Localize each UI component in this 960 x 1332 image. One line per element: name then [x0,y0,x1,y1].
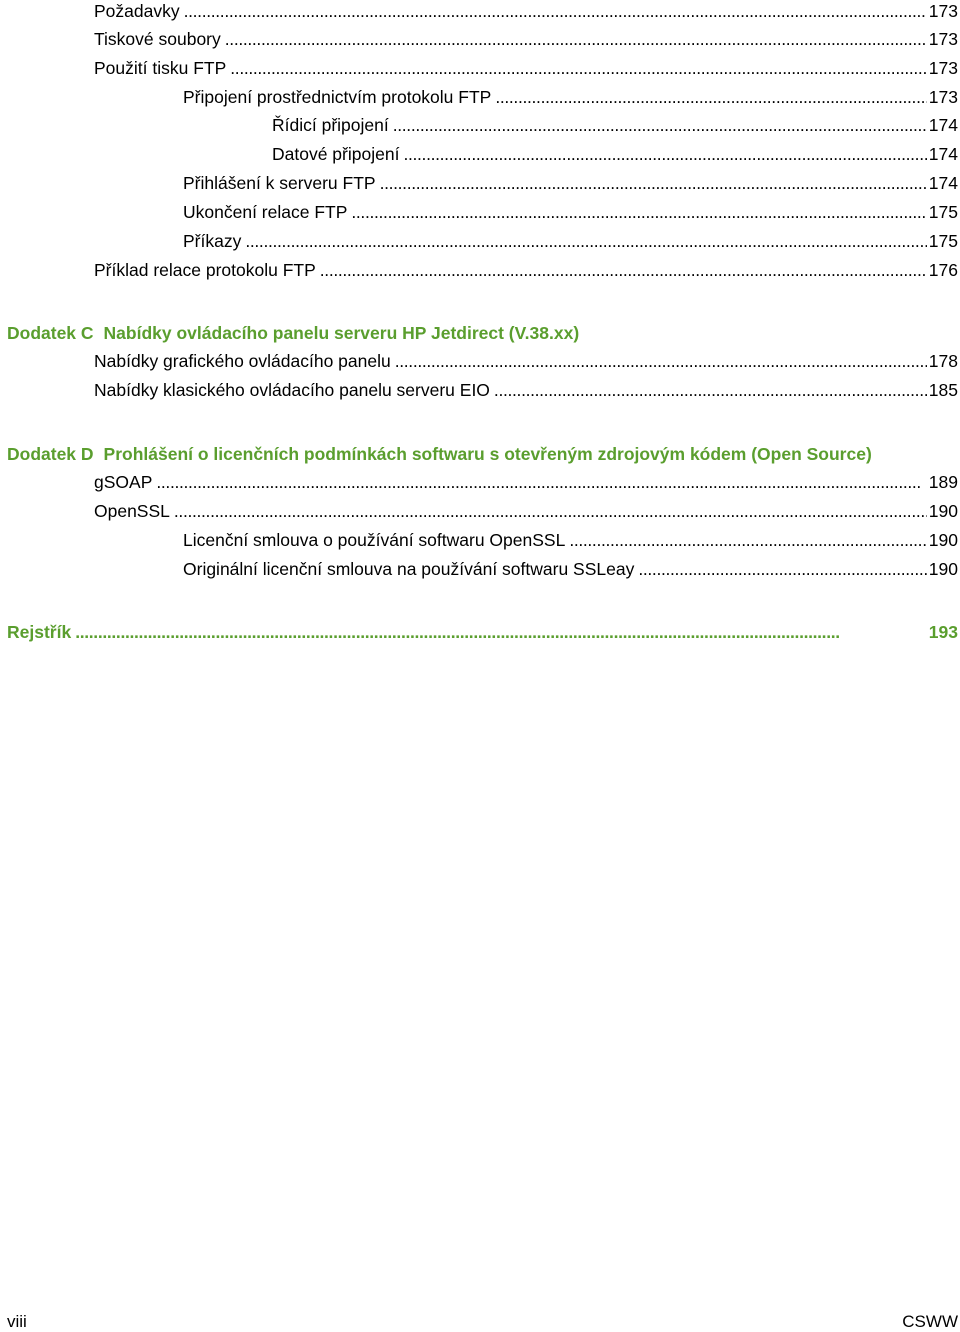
toc-entry-title: Příklad relace protokolu FTP [94,260,316,280]
toc-entry-ridici-pripojeni[interactable] [272,114,958,136]
toc-entry-rejstrik[interactable] [7,621,958,643]
dot-leader [184,0,927,22]
dot-leader [230,57,927,79]
toc-entry-title: Licenční smlouva o používání softwaru OpenSSL [183,530,566,550]
appendix-title: Nabídky ovládacího panelu serveru HP Jetdirect (V.38.xx) [103,323,580,343]
toc-entry-title: Tiskové soubory [94,29,221,49]
toc-entry-graficke-menu[interactable] [94,350,958,372]
toc-entry-title: OpenSSL [94,501,170,521]
toc-entry-pripojeni-ftp[interactable] [183,86,958,108]
toc-entry-page: 176 [928,260,958,280]
toc-entry-title: Rejstřík [7,622,72,642]
toc-entry-ukonceni-relace[interactable] [183,201,958,223]
dot-leader [494,379,927,401]
dot-leader [245,230,926,252]
toc-entry-page: 189 [928,472,958,492]
toc-entry-title: Originální licenční smlouva na používání softwaru SSLeay [183,559,635,579]
appendix-title: Prohlášení o licenčních podmínkách softwaru s otevřeným zdrojovým kódem (Open Source) [103,444,872,464]
toc-entry-openssl-licence[interactable] [183,529,958,551]
toc-entry-page: 190 [928,530,958,550]
toc-entry-prihlaseni-ftp[interactable] [183,172,958,194]
dot-leader [75,621,927,643]
toc-entry-title: Příkazy [183,231,242,251]
toc-entry-page: 190 [928,501,958,521]
toc-entry-page: 178 [928,351,958,371]
dot-leader [569,529,926,551]
appendix-label: Dodatek C [7,323,94,343]
dot-leader [395,350,927,372]
toc-entry-title: Připojení prostřednictvím protokolu FTP [183,87,492,107]
toc-entry-page: 175 [928,231,958,251]
toc-entry-gsoap[interactable] [94,471,958,493]
toc-entry-page: 174 [928,115,958,135]
appendix-d-heading[interactable] [7,443,872,465]
toc-entry-pozadavky[interactable] [94,0,958,22]
dot-leader [380,172,927,194]
toc-entry-page: 173 [928,58,958,78]
toc-entry-datove-pripojeni[interactable] [272,143,958,165]
dot-leader [393,114,927,136]
toc-entry-page: 193 [928,622,958,642]
toc-entry-page: 173 [928,1,958,21]
footer-doc-code: CSWW [902,1312,958,1331]
toc-entry-title: Datové připojení [272,144,400,164]
toc-entry-page: 173 [928,87,958,107]
footer-page-label: viii [7,1312,27,1331]
dot-leader [320,259,927,281]
dot-leader [638,558,926,580]
appendix-c-heading[interactable] [7,322,579,344]
toc-entry-title: Nabídky klasického ovládacího panelu serveru EIO [94,380,490,400]
toc-entry-page: 174 [928,173,958,193]
toc-entry-title: Použití tisku FTP [94,58,227,78]
toc-entry-title: Přihlášení k serveru FTP [183,173,376,193]
toc-entry-title: Nabídky grafického ovládacího panelu [94,351,391,371]
toc-entry-pouziti-tisku-ftp[interactable] [94,57,958,79]
toc-entry-tiskove-soubory[interactable] [94,28,958,50]
toc-entry-title: Ukončení relace FTP [183,202,348,222]
appendix-label: Dodatek D [7,444,94,464]
dot-leader [225,28,927,50]
toc-entry-page: 174 [928,144,958,164]
toc-entry-page: 190 [928,559,958,579]
toc-entry-openssl[interactable] [94,500,958,522]
toc-entry-prikazy[interactable] [183,230,958,252]
toc-entry-klasicke-menu[interactable] [94,379,958,401]
toc-entry-page: 173 [928,29,958,49]
dot-leader [495,86,926,108]
toc-entry-title: Požadavky [94,1,180,21]
toc-entry-priklad-relace[interactable] [94,259,958,281]
toc-entry-page: 185 [928,380,958,400]
dot-leader [403,143,926,165]
toc-entry-title: gSOAP [94,472,153,492]
toc-entry-page: 175 [928,202,958,222]
dot-leader [156,471,926,493]
toc-entry-title: Řídicí připojení [272,115,389,135]
dot-leader [351,201,926,223]
toc-entry-ssleay-licence[interactable] [183,558,958,580]
dot-leader [174,500,927,522]
